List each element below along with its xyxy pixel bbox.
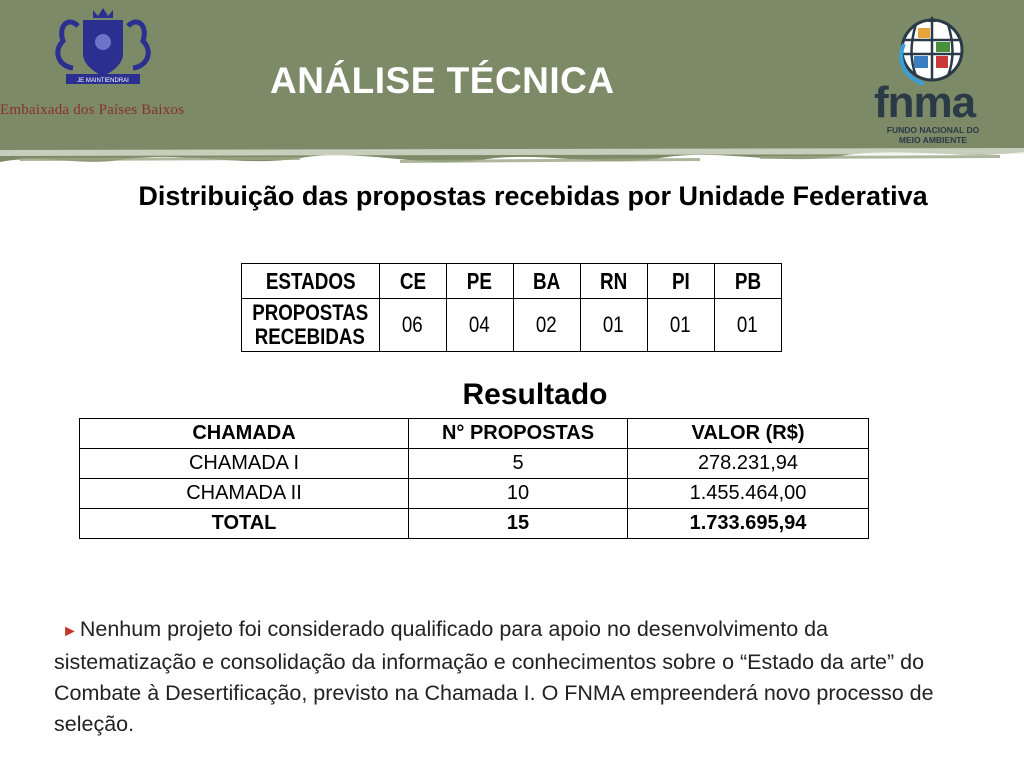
results-header-row bbox=[80, 419, 869, 449]
proposals-row-label: PROPOSTAS RECEBIDAS bbox=[242, 299, 380, 352]
total-propostas-cell: 15 bbox=[409, 509, 628, 539]
brush-texture bbox=[0, 138, 1024, 178]
column-header-valor: VALOR (R$) bbox=[628, 419, 869, 449]
table-row bbox=[80, 449, 869, 479]
states-table bbox=[241, 263, 782, 352]
results-table bbox=[79, 418, 869, 539]
distribution-title: Distribuição das propostas recebidas por Unidade Federativa bbox=[138, 181, 928, 211]
conclusion-note bbox=[54, 614, 954, 740]
fnma-wordmark: fnma bbox=[874, 78, 976, 127]
results-title: Resultado bbox=[462, 378, 608, 411]
proposal-count-cell: 02 bbox=[513, 299, 580, 352]
state-cell: PB bbox=[714, 264, 781, 299]
valor-cell: 278.231,94 bbox=[628, 449, 869, 479]
total-valor-cell: 1.733.695,94 bbox=[628, 509, 869, 539]
proposals-row bbox=[242, 299, 782, 352]
embassy-caption: Embaixada dos Países Baixos bbox=[0, 102, 185, 118]
page-title: ANÁLISE TÉCNICA bbox=[270, 60, 615, 101]
state-cell: RN bbox=[580, 264, 647, 299]
column-header-propostas: N° PROPOSTAS bbox=[409, 419, 628, 449]
state-cell: CE bbox=[379, 264, 446, 299]
proposal-count-cell: 06 bbox=[379, 299, 446, 352]
state-cell: PE bbox=[446, 264, 513, 299]
chamada-cell: CHAMADA II bbox=[80, 479, 409, 509]
triangle-right-icon: ► bbox=[62, 623, 78, 640]
state-cell: BA bbox=[513, 264, 580, 299]
proposal-count-cell: 01 bbox=[580, 299, 647, 352]
conclusion-text: Nenhum projeto foi considerado qualificado para apoio no desenvolvimento da sistematização e consolidação da informação e conhecimentos sobre o “Estado da arte” do Combate à Desertificação, previsto na Chamada I. O FNMA empreenderá novo processo de seleção. bbox=[54, 617, 934, 736]
propostas-cell: 10 bbox=[409, 479, 628, 509]
total-label-cell: TOTAL bbox=[80, 509, 409, 539]
column-header-chamada: CHAMADA bbox=[80, 419, 409, 449]
states-header-row bbox=[242, 264, 782, 299]
svg-text:JE MAINTIENDRAI: JE MAINTIENDRAI bbox=[77, 78, 129, 84]
proposal-count-cell: 01 bbox=[647, 299, 714, 352]
fnma-subtitle bbox=[873, 125, 993, 145]
netherlands-crest-icon bbox=[38, 6, 168, 96]
total-row bbox=[80, 509, 869, 539]
table-row bbox=[80, 479, 869, 509]
proposal-count-cell: 01 bbox=[714, 299, 781, 352]
propostas-cell: 5 bbox=[409, 449, 628, 479]
state-cell: PI bbox=[647, 264, 714, 299]
chamada-cell: CHAMADA I bbox=[80, 449, 409, 479]
fnma-subtitle-line2: MEIO AMBIENTE bbox=[898, 135, 968, 145]
fnma-subtitle-line1: FUNDO NACIONAL DO bbox=[886, 125, 980, 135]
proposal-count-cell: 04 bbox=[446, 299, 513, 352]
states-header-label: ESTADOS bbox=[242, 264, 380, 299]
valor-cell: 1.455.464,00 bbox=[628, 479, 869, 509]
